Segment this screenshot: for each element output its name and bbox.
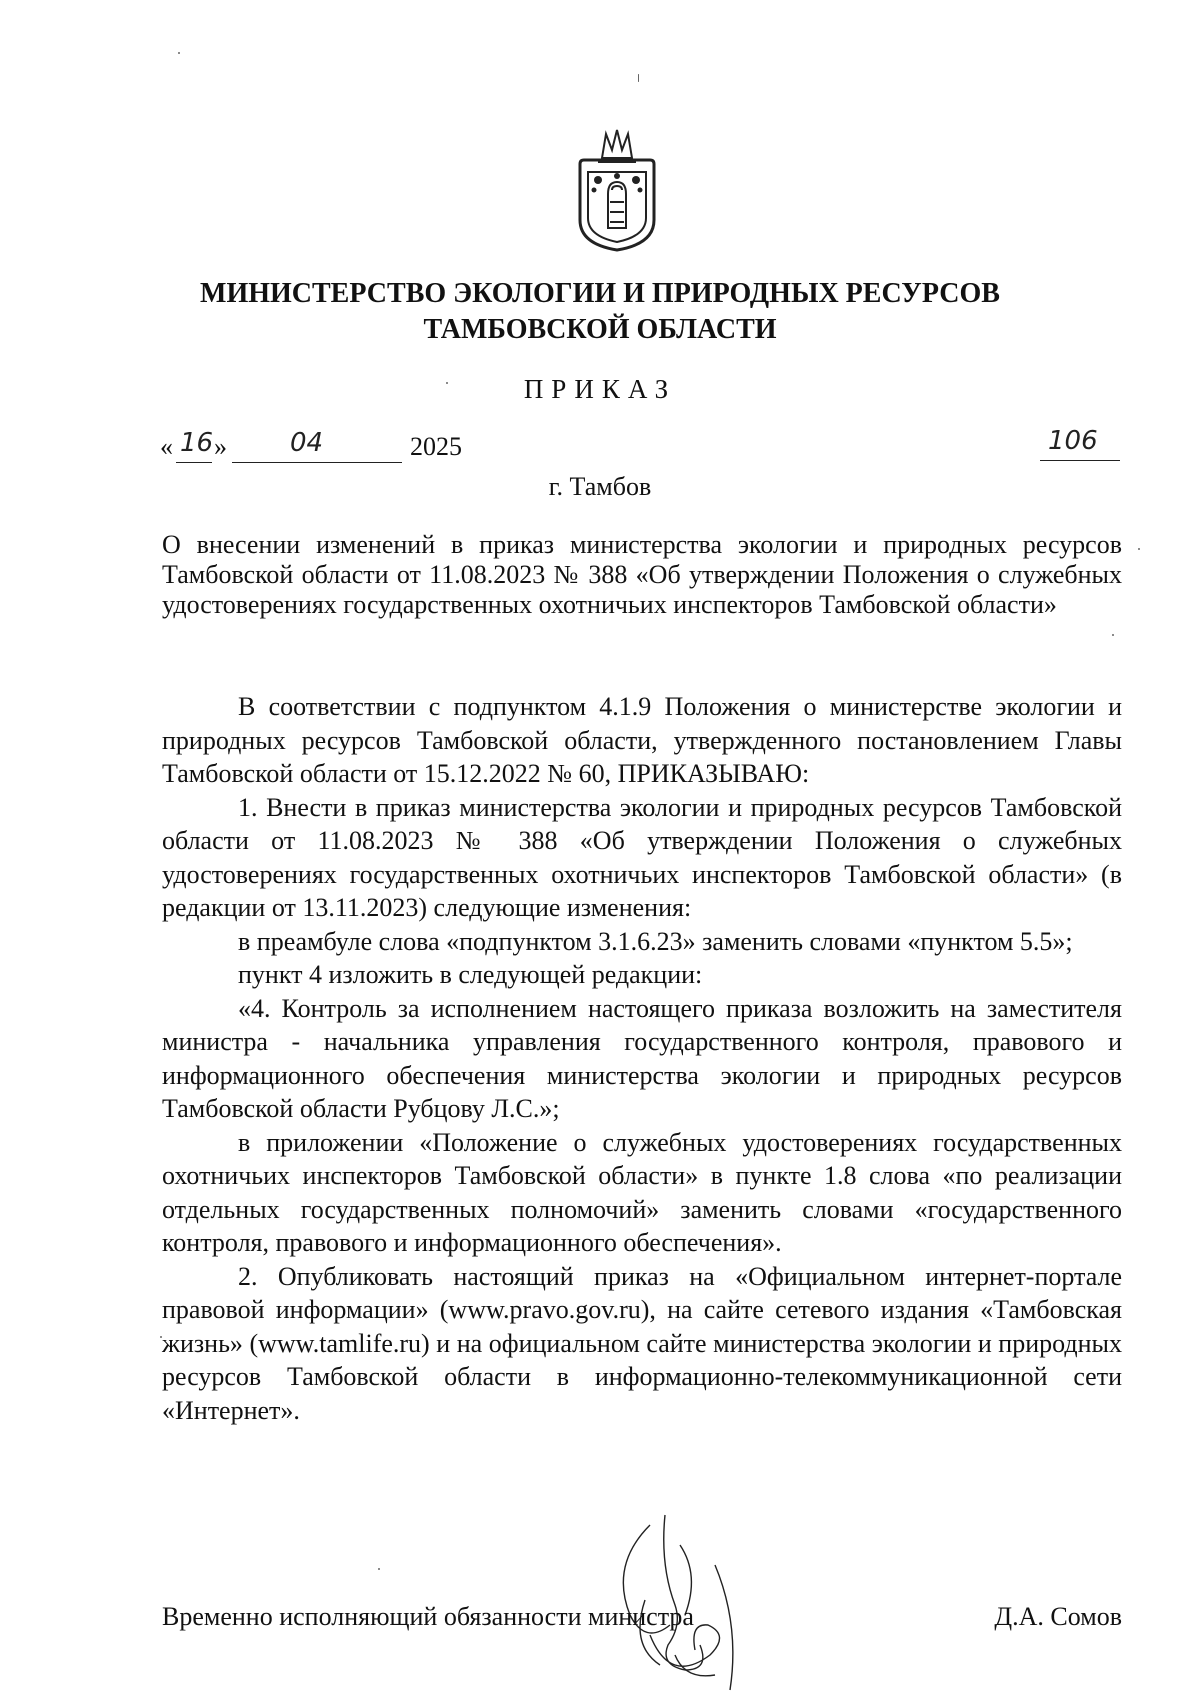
order-number: 106	[1048, 426, 1098, 456]
coat-of-arms-icon	[568, 128, 666, 252]
signatory-name: Д.А. Сомов	[994, 1602, 1122, 1631]
date-day: 16	[180, 428, 214, 458]
date-year: 2025	[410, 432, 462, 461]
paragraph-item-1: 1. Внести в приказ министерства экологии и природных ресурсов Тамбовской области от 11.08.2023 № 388 «Об утверждении Положения о служебных удостоверениях государственных охотничьих инспекторов Тамбовской области» (в редакции от 13.11.2023) следующие изменения:	[162, 792, 1122, 922]
paragraph-appendix-change: в приложении «Положение о служебных удостоверениях государственных охотничьих инспекторов Тамбовской области» в пункте 1.8 слова «по реализации отдельных государственных полномочий» заменить словами «государственного контроля, правового и информационного обеспечения».	[162, 1127, 1122, 1257]
date-month-underline	[232, 462, 402, 463]
scan-speck	[178, 52, 180, 54]
scan-speck	[160, 1336, 162, 1338]
date-open-quote: «	[160, 432, 173, 461]
paragraph-point-4-text: «4. Контроль за исполнением настоящего приказа возложить на заместителя министра - начальника управления государственного контроля, правового и информационного обеспечения министерства экологии и природных ресурсов Тамбовской области Рубцову Л.С.»;	[162, 993, 1122, 1123]
city: г. Тамбов	[548, 472, 652, 501]
scan-speck	[446, 382, 448, 384]
date-close-quote: »	[214, 432, 227, 461]
signature-mark-icon	[590, 1505, 790, 1695]
date-month: 04	[290, 428, 324, 458]
ministry-line-2: ТАМБОВСКОЙ ОБЛАСТИ	[423, 314, 777, 345]
order-number-underline	[1040, 460, 1120, 461]
signatory-position: Временно исполняющий обязанности министра	[162, 1602, 694, 1631]
date-day-underline	[176, 462, 212, 463]
ministry-name	[0, 276, 1200, 348]
scan-speck	[378, 1568, 380, 1570]
paragraph-point-4-intro: пункт 4 изложить в следующей редакции:	[238, 960, 703, 989]
scan-speck	[1138, 548, 1140, 550]
signature-block	[162, 1602, 1122, 1632]
order-body	[162, 690, 1122, 1427]
document-type: ПРИКАЗ	[523, 374, 677, 404]
paragraph-item-2: 2. Опубликовать настоящий приказ на «Официальном интернет-портале правовой информации» (www.pravo.gov.ru), на сайте сетевого издания «Тамбовская жизнь» (www.tamlife.ru) и на официальном сайте министерства экологии и природных ресурсов Тамбовской области в информационно-телекоммуникационной сети «Интернет».	[162, 1261, 1122, 1425]
scan-speck	[638, 74, 639, 82]
ministry-line-1: МИНИСТЕРСТВО ЭКОЛОГИИ И ПРИРОДНЫХ РЕСУРСОВ	[200, 278, 1000, 309]
preamble-paragraph: В соответствии с подпунктом 4.1.9 Положения о министерстве экологии и природных ресурсов Тамбовской области, утвержденного постановлением Главы Тамбовской области от 15.12.2022 № 60, ПРИКАЗЫВАЮ:	[162, 692, 1122, 788]
scan-speck	[1112, 634, 1114, 636]
paragraph-preamble-change: в преамбуле слова «подпунктом 3.1.6.23» заменить словами «пунктом 5.5»;	[238, 926, 1073, 956]
order-subject: О внесении изменений в приказ министерства экологии и природных ресурсов Тамбовской области от 11.08.2023 № 388 «Об утверждении Положения о служебных удостоверениях государственных охотничьих инспекторов Тамбовской области»	[162, 530, 1122, 619]
